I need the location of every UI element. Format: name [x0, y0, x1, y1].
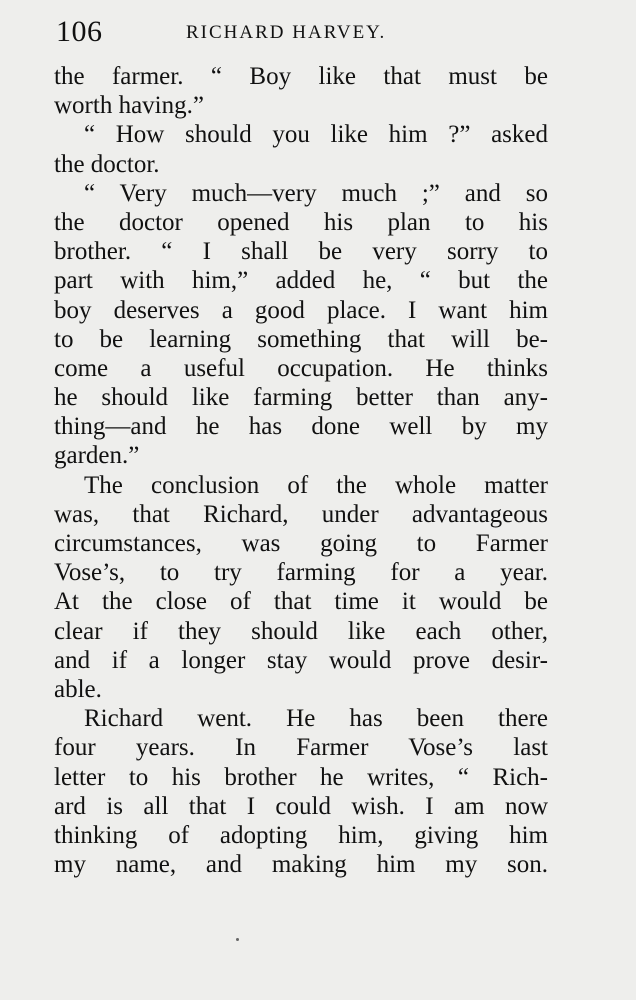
text-line: Vose’s, to try farming for a year.: [54, 559, 548, 587]
decorative-dot: [236, 938, 239, 941]
text-line: boy deserves a good place. I want him: [54, 296, 548, 324]
text-line: four years. In Farmer Vose’s last: [54, 734, 548, 762]
text-line: to be learning something that will be-: [54, 325, 548, 353]
body-text: [54, 62, 548, 879]
text-line: circumstances, was going to Farmer: [54, 530, 548, 557]
text-line: ard is all that I could wish. I am now: [54, 792, 548, 820]
text-line: brother. “ I shall be very sorry to: [54, 238, 548, 266]
text-line: “ How should you like him ?” asked: [84, 121, 548, 149]
text-line: come a useful occupation. He thinks: [54, 354, 548, 382]
text-line: The conclusion of the whole matter: [84, 471, 548, 499]
running-head: RICHARD HARVEY.: [186, 22, 387, 43]
page-number: 106: [56, 15, 103, 48]
text-line: part with him,” added he, “ but the: [54, 267, 548, 295]
text-line: thinking of adopting him, giving him: [54, 821, 548, 849]
text-line: garden.”: [54, 442, 140, 470]
text-line: the doctor opened his plan to his: [54, 208, 548, 236]
text-line: and if a longer stay would prove desir-: [54, 646, 548, 674]
text-line: letter to his brother he writes, “ Rich-: [54, 763, 548, 791]
text-line: thing—and he has done well by my: [54, 413, 548, 441]
text-line: “ Very much—very much ;” and so: [84, 179, 548, 207]
text-line: he should like farming better than any-: [54, 384, 548, 412]
text-line: At the close of that time it would be: [54, 588, 548, 616]
text-line: the doctor.: [54, 150, 160, 178]
text-line: worth having.”: [54, 92, 204, 120]
text-line: able.: [54, 675, 102, 703]
text-line: clear if they should like each other,: [54, 617, 548, 645]
text-line: Richard went. He has been there: [84, 705, 548, 733]
text-line: my name, and making him my son.: [54, 851, 548, 879]
text-line: the farmer. “ Boy like that must be: [54, 63, 548, 90]
text-line: was, that Richard, under advantageous: [54, 500, 548, 528]
